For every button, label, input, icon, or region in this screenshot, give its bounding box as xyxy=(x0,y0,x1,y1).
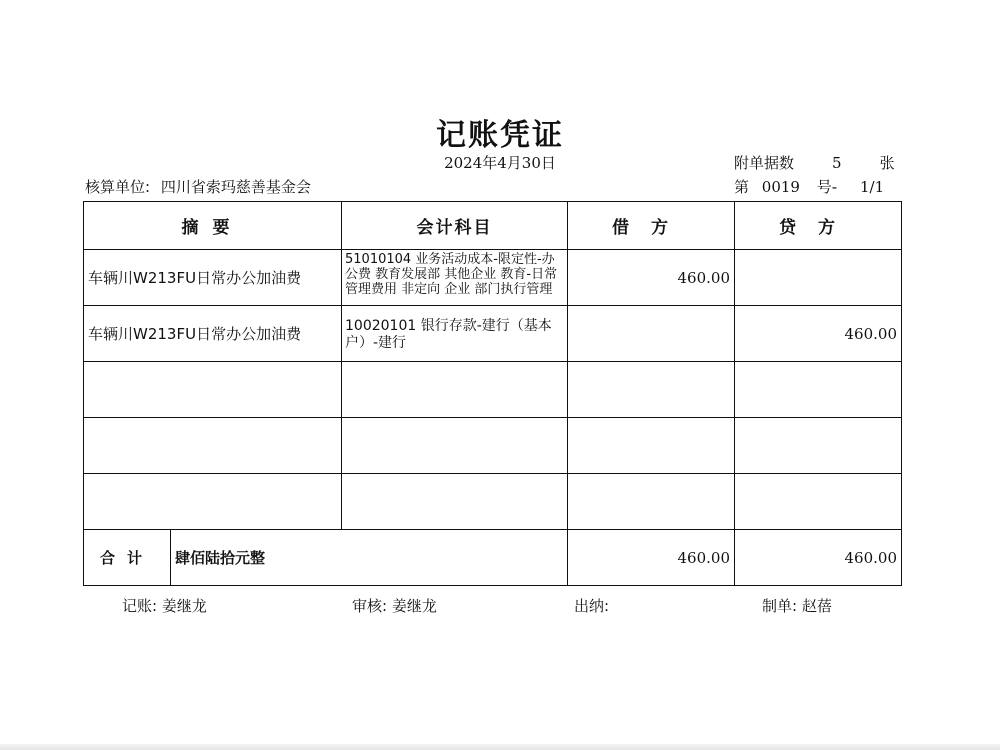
table-row xyxy=(84,250,902,306)
reviewer: 审核: 姜继龙 xyxy=(352,597,437,615)
entry-debit: 460.00 xyxy=(568,250,735,306)
entry-summary: 车辆川W213FU日常办公加油费 xyxy=(84,306,342,362)
account-header: 会计科目 xyxy=(342,202,568,250)
accounting-unit xyxy=(85,176,311,197)
voucher-date: 2024年4月30日 xyxy=(444,154,556,172)
empty-row xyxy=(84,362,902,418)
attachment-unit: 张 xyxy=(879,154,895,172)
voucher-title: 记账凭证 xyxy=(436,118,564,153)
credit-header: 贷方 xyxy=(735,202,902,250)
entry-credit: 460.00 xyxy=(735,306,902,362)
attachment-count xyxy=(734,152,895,173)
entry-account: 51010104 业务活动成本-限定性-办公费 教育发展部 其他企业 教育-日常管理费用 非定向 企业 部门执行管理 xyxy=(342,250,568,306)
entry-summary: 车辆川W213FU日常办公加油费 xyxy=(84,250,342,306)
table-row xyxy=(84,306,902,362)
voucher-number xyxy=(734,176,884,197)
accounting-unit-name: 四川省索玛慈善基金会 xyxy=(160,178,311,196)
empty-row xyxy=(84,474,902,530)
attachment-number: 5 xyxy=(832,154,842,172)
bookkeeper: 记账: 姜继龙 xyxy=(122,597,207,615)
voucher-number-value: 0019 xyxy=(761,178,800,196)
accounting-unit-label: 核算单位: xyxy=(85,178,151,196)
debit-header: 借方 xyxy=(568,202,735,250)
summary-header: 摘要 xyxy=(84,202,342,250)
total-credit: 460.00 xyxy=(735,530,902,586)
entry-debit xyxy=(568,306,735,362)
preparer: 制单: 赵蓓 xyxy=(762,597,832,615)
scan-edge xyxy=(0,744,1000,750)
entry-account: 10020101 银行存款-建行（基本户）-建行 xyxy=(342,306,568,362)
voucher-suffix: 号- xyxy=(816,178,838,196)
total-amount-words: 肆佰陆拾元整 xyxy=(171,530,568,586)
attachment-label: 附单据数 xyxy=(734,154,795,172)
total-label: 合计 xyxy=(84,530,171,586)
total-row xyxy=(84,530,902,586)
empty-row xyxy=(84,418,902,474)
voucher-page: 1/1 xyxy=(859,178,885,196)
voucher-table xyxy=(83,201,902,586)
cashier: 出纳: xyxy=(574,597,610,615)
total-debit: 460.00 xyxy=(568,530,735,586)
entry-credit xyxy=(735,250,902,306)
voucher-prefix: 第 xyxy=(734,178,750,196)
table-header-row xyxy=(84,202,902,250)
